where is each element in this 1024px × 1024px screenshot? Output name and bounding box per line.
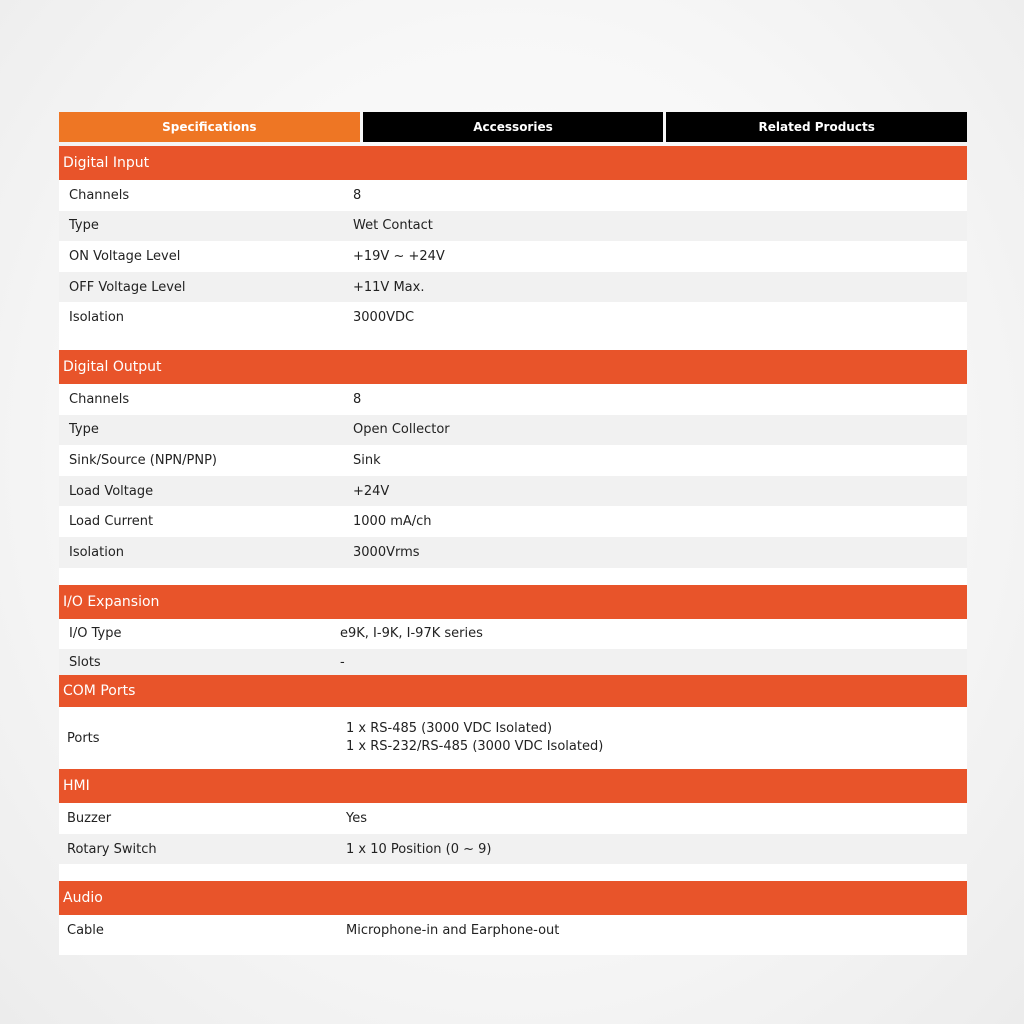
spec-row [59, 272, 967, 303]
spec-row [59, 537, 967, 568]
section-digital-output [59, 350, 967, 585]
spec-value: - [340, 654, 345, 670]
spec-row [59, 476, 967, 507]
spec-row [59, 619, 967, 650]
spec-value: 3000VDC [353, 310, 415, 326]
tab-bar [59, 112, 967, 142]
spec-value-line: 1 x RS-485 (3000 VDC Isolated) [346, 721, 553, 737]
spec-value: +19V ~ +24V [353, 248, 445, 264]
spec-value: e9K, I-9K, I-97K series [340, 626, 483, 642]
spec-row [59, 445, 967, 476]
section-title: Digital Input [59, 146, 967, 180]
spec-key: Type [69, 218, 99, 234]
spec-key: Rotary Switch [67, 841, 157, 857]
spec-key: Channels [69, 187, 130, 203]
spec-key: Isolation [69, 310, 125, 326]
spec-value: Wet Contact [353, 218, 433, 234]
spec-row [59, 506, 967, 537]
spec-row [59, 834, 967, 865]
spec-row [59, 180, 967, 211]
spec-value: +11V Max. [353, 279, 425, 295]
spec-key: OFF Voltage Level [69, 279, 186, 295]
spec-row [59, 241, 967, 272]
spec-row [59, 915, 967, 946]
spec-value-line: 1 x RS-232/RS-485 (3000 VDC Isolated) [346, 739, 604, 755]
spec-value: 1 x 10 Position (0 ~ 9) [346, 841, 492, 857]
spec-value: Yes [346, 810, 367, 826]
section-spacer [59, 568, 967, 585]
spec-row [59, 649, 967, 675]
spec-key: ON Voltage Level [69, 248, 181, 264]
spec-value [346, 720, 967, 756]
spec-key: Channels [69, 391, 130, 407]
section-digital-input [59, 146, 967, 350]
section-com-ports [59, 675, 967, 769]
spec-row [59, 211, 967, 242]
spec-value: Open Collector [353, 422, 450, 438]
section-spacer [59, 946, 967, 955]
spec-key: Load Current [69, 514, 154, 530]
spec-key: Ports [67, 730, 100, 746]
tab-related-products[interactable]: Related Products [666, 112, 967, 142]
spec-value: 8 [353, 391, 362, 407]
section-title: Audio [59, 881, 967, 915]
spec-key: Cable [67, 923, 104, 939]
tab-specifications[interactable]: Specifications [59, 112, 360, 142]
spec-row [59, 302, 967, 333]
spec-value: +24V [353, 483, 390, 499]
spec-key: Load Voltage [69, 483, 154, 499]
spec-value: Sink [353, 452, 381, 468]
section-title: Digital Output [59, 350, 967, 384]
tab-accessories[interactable]: Accessories [363, 112, 664, 142]
spec-value: 3000Vrms [353, 544, 420, 560]
section-title: COM Ports [59, 675, 967, 707]
spec-row [59, 707, 967, 769]
section-title: HMI [59, 769, 967, 803]
spec-value: Microphone-in and Earphone-out [346, 923, 560, 939]
spec-key: Isolation [69, 544, 125, 560]
spec-key: Buzzer [67, 810, 112, 826]
spec-key: Slots [69, 654, 101, 670]
spec-key: Sink/Source (NPN/PNP) [69, 452, 218, 468]
section-io-expansion [59, 585, 967, 676]
spec-key: I/O Type [69, 626, 122, 642]
spec-row [59, 384, 967, 415]
section-hmi [59, 769, 967, 881]
section-audio [59, 881, 967, 955]
spec-row [59, 415, 967, 446]
spec-key: Type [69, 422, 99, 438]
section-title: I/O Expansion [59, 585, 967, 619]
spec-panel [59, 112, 967, 955]
section-spacer [59, 864, 967, 881]
section-spacer [59, 333, 967, 350]
spec-value: 8 [353, 187, 362, 203]
spec-row [59, 803, 967, 834]
spec-value: 1000 mA/ch [353, 514, 432, 530]
